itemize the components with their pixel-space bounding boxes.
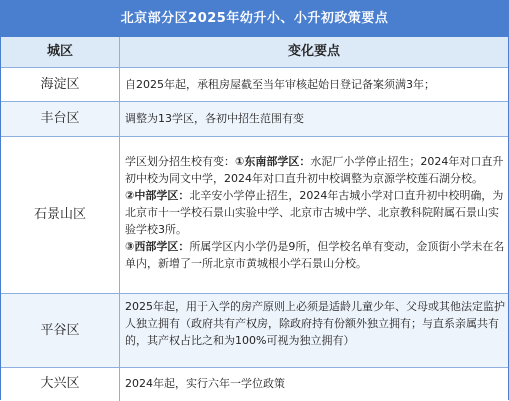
section-text-west: 所属学区内小学仍是9所，但学校名单有变动，金顶街小学未在名单内，新增了一所北京市黄城根小学石景山分校。 xyxy=(125,240,505,270)
table-row-fengtai xyxy=(1,102,508,137)
district-cell: 平谷区 xyxy=(40,323,80,338)
changes-cell: 调整为13学区，各初中招生范围有变 xyxy=(125,112,304,125)
district-cell: 石景山区 xyxy=(33,207,86,222)
district-cell: 大兴区 xyxy=(40,376,80,391)
section-text-central: 北辛安小学停止招生，2024年古城小学对口直升初中校明确，为北京市十一学校石景山实验中学、北京市古城中学、北京教科院附属石景山实验学校3所。 xyxy=(125,189,504,236)
table-row-daxing xyxy=(1,368,508,400)
section-text-southeast: 水泥厂小学停止招生；2024年对口直升初中校为同文中学，2024年对口直升初中校调整为京源学校莲石湖分校。 xyxy=(125,155,504,185)
intro-text: 学区划分招生校有变： xyxy=(125,155,235,168)
changes-cell: 2024年起，实行六年一学位政策 xyxy=(125,377,285,390)
header-district: 城区 xyxy=(46,44,73,59)
header-changes: 变化要点 xyxy=(287,44,340,59)
column-divider xyxy=(119,37,120,401)
district-cell: 海淀区 xyxy=(40,77,80,92)
changes-cell xyxy=(125,153,505,272)
district-cell: 丰台区 xyxy=(40,111,80,126)
table-title: 北京部分区2025年幼升小、小升初政策要点 xyxy=(1,1,508,37)
changes-cell: 自2025年起，承租房屋截至当年审核起始日登记备案须满3年； xyxy=(125,78,435,91)
table-row-shijingshan xyxy=(1,137,508,294)
section-marker-west: ③西部学区： xyxy=(125,240,190,253)
table-row-pinggu xyxy=(1,294,508,368)
table-header-row xyxy=(1,37,508,68)
section-marker-central: ②中部学区： xyxy=(125,189,190,202)
table-row-haidian xyxy=(1,68,508,102)
changes-cell: 2025年起，用于入学的房产原则上必须是适龄儿童少年、父母或其他法定监护人独立拥有（政府共有产权房，除政府持有份额外独立拥有；与直系亲属共有的，其产权占比之和为100%可视为独立拥有） xyxy=(125,300,505,347)
section-marker-southeast: ①东南部学区： xyxy=(235,155,311,168)
